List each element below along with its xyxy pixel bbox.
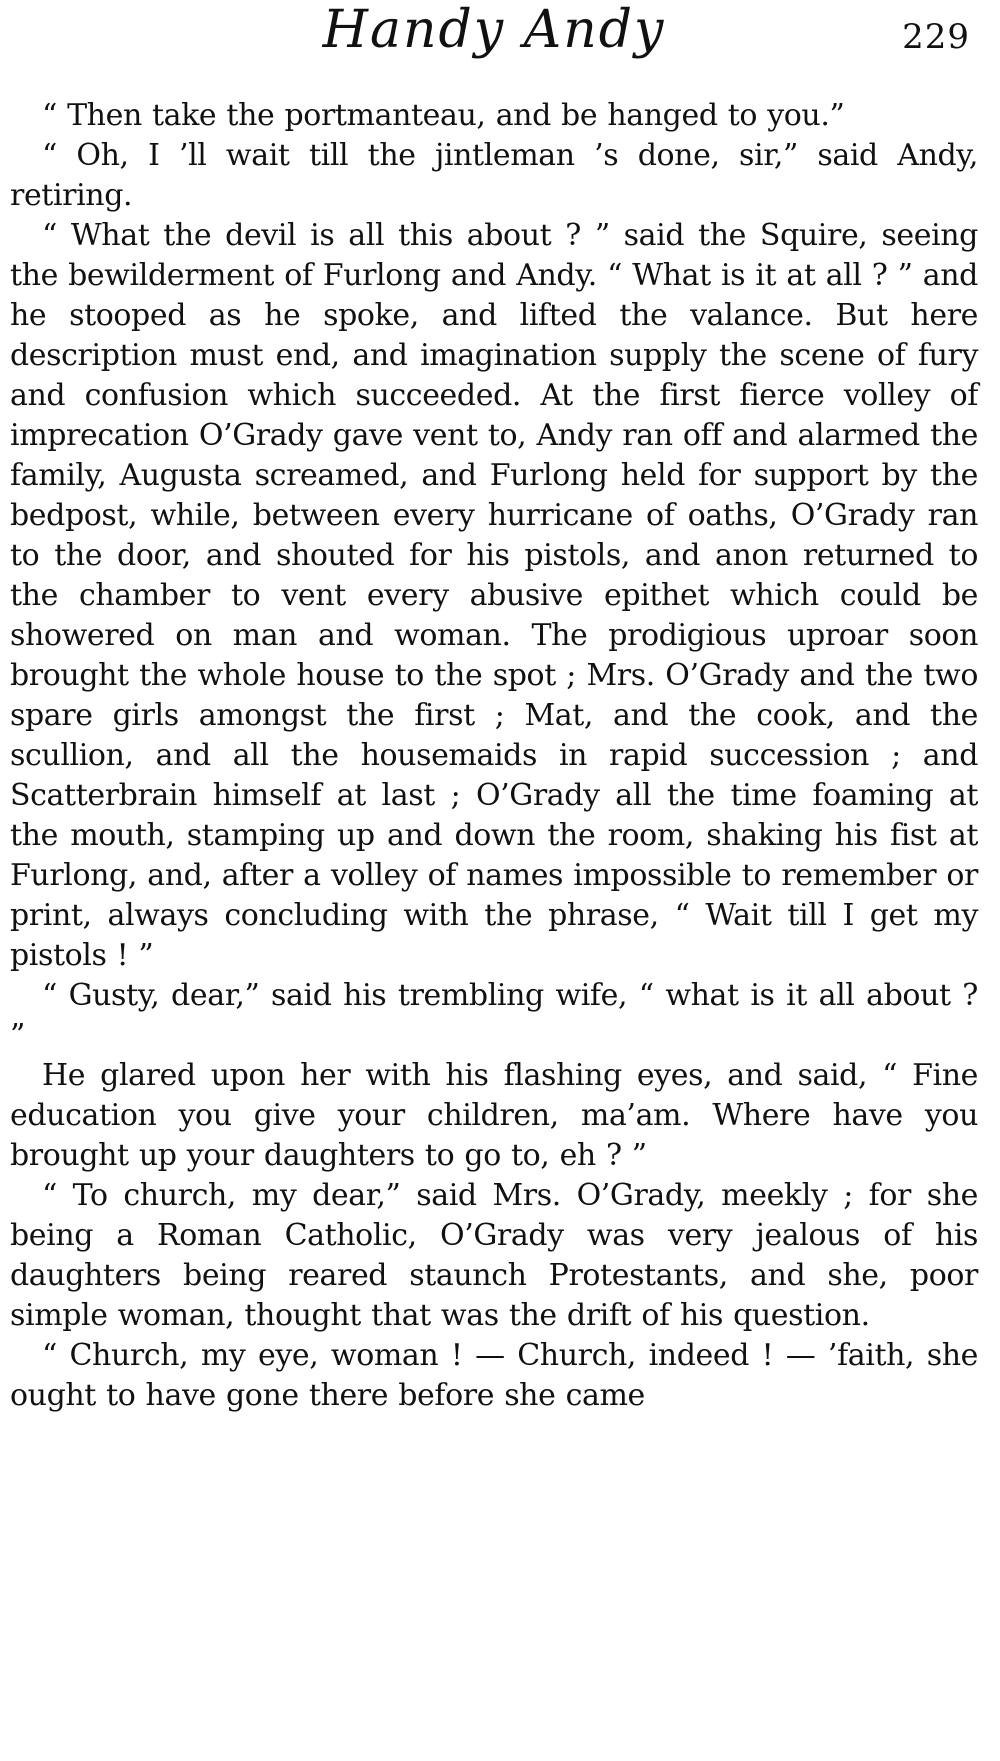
paragraph: He glared upon her with his flashing eyes, and said, “ Fine education you give your children, ma’am. Where have you brought up your daughters to go to, eh ? ” <box>10 1058 978 1173</box>
book-page <box>10 0 978 1761</box>
paragraph: “ To church, my dear,” said Mrs. O’Grady, meekly ; for she being a Roman Catholic, O’Grady was very jealous of his daughters being reared staunch Protestants, and she, poor simple woman, thought that was the drift of his question. <box>10 1178 978 1333</box>
paragraph: “ What the devil is all this about ? ” said the Squire, seeing the bewilderment of Furlong and Andy. “ What is it at all ? ” and he stooped as he spoke, and lifted the valance. But here description must end, and imagination supply the scene of fury and confusion which succeeded. At the first fierce volley of imprecation O’Grady gave vent to, Andy ran off and alarmed the family, Augusta screamed, and Furlong held for support by the bedpost, while, between every hurricane of oaths, O’Grady ran to the door, and shouted for his pistols, and anon returned to the chamber to vent every abusive epithet which could be showered on man and woman. The prodigious uproar soon brought the whole house to the spot ; Mrs. O’Grady and the two spare girls amongst the first ; Mat, and the cook, and the scullion, and all the housemaids in rapid succession ; and Scatterbrain himself at last ; O’Grady all the time foaming at the mouth, stamping up and down the room, shaking his fist at Furlong, and, after a volley of names impossible to remember or print, always concluding with the phrase, “ Wait till I get my pistols ! ” <box>10 218 978 973</box>
running-title: Handy Andy <box>322 0 666 60</box>
paragraph: “ Oh, I ’ll wait till the jintleman ’s done, sir,” said Andy, retiring. <box>10 138 978 213</box>
body-text <box>10 96 978 1416</box>
paragraph: “ Gusty, dear,” said his trembling wife, “ what is it all about ? ” <box>10 978 978 1053</box>
page-number: 229 <box>902 17 970 57</box>
paragraph: “ Then take the portmanteau, and be hanged to you.” <box>42 98 845 133</box>
paragraph: “ Church, my eye, woman ! — Church, indeed ! — ’faith, she ought to have gone there before she came <box>10 1338 978 1413</box>
running-head <box>10 0 978 100</box>
